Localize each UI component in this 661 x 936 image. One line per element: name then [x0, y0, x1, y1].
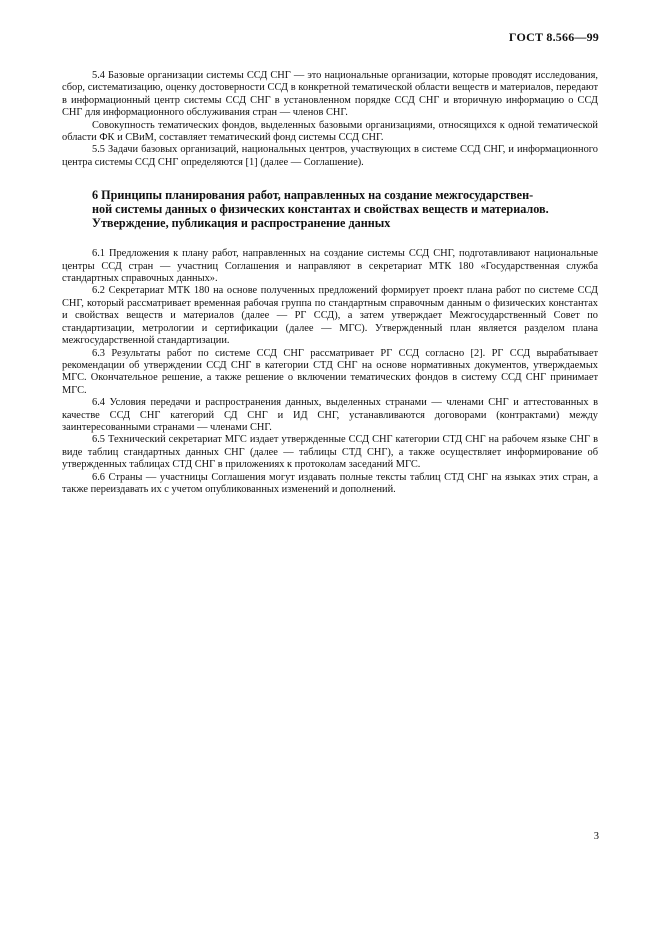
paragraph-6-3: 6.3 Результаты работ по системе ССД СНГ рассматривает РГ ССД согласно [2]. РГ ССД вырабатывает рекомендации об утверждении ССД СНГ в категории СТД СНГ на основе нормативных документов, утверждаемых МГС. Окончательное решение, а также решение о включении тематических фондов в систему ССД СНГ принимает МГС.: [62, 347, 598, 396]
paragraph-thematic-fund: Совокупность тематических фондов, выделенных базовыми организациями, относящихся к одной тематической области ФК и СВиМ, составляет тематический фонд системы ССД СНГ.: [62, 119, 598, 144]
section-6-heading: [62, 188, 598, 230]
paragraph-6-5: 6.5 Технический секретариат МГС издает утвержденные ССД СНГ категории СТД СНГ на рабочем языке СНГ в виде таблиц стандартных данных СНГ (далее — таблицы СТД СНГ), а также осуществляет информирование об утвержденных таблицах СТД СНГ в приложениях к протоколам заседаний МГС.: [62, 434, 598, 471]
paragraph-6-2: 6.2 Секретариат МТК 180 на основе полученных предложений формирует проект плана работ по системе ССД СНГ, который рассматривает временная рабочая группа по стандартным справочным данным о физических константах и свойствах веществ и материалов (далее — РГ ССД), а затем утверждает Межгосударственный Совет по стандартизации, метрологии и сертификации (далее — МГС). Утвержденный план является разделом плана межгосударственной стандартизации.: [62, 285, 598, 347]
section-6-heading-line-1: 6 Принципы планирования работ, направленных на создание межгосударствен-: [92, 188, 534, 203]
section-6-heading-line-3: Утверждение, публикация и распространение данных: [92, 216, 391, 231]
paragraph-6-6: 6.6 Страны — участницы Соглашения могут издавать полные тексты таблиц СТД СНГ на языках этих стран, а также переиздавать их с учетом опубликованных изменений и дополнений.: [62, 471, 598, 495]
paragraph-5-4: 5.4 Базовые организации системы ССД СНГ — это национальные организации, которые проводят исследования, сбор, систематизацию, оценку достоверности ССД в конкретной тематической области веществ и материалов, передают в информационный центр системы ССД СНГ в установленном порядке ССД СНГ и вторичную информацию о ССД СНГ для информационного обслуживания стран — членов СНГ.: [62, 70, 598, 119]
document-body: [62, 70, 598, 496]
page-number: 3: [593, 831, 599, 842]
paragraph-6-1: 6.1 Предложения к плану работ, направленных на создание системы ССД СНГ, подготавливают национальные центры ССД стран — участниц Соглашения и направляют в секретариат МТК 180 «Государственная служба стандартных справочных данных».: [62, 248, 598, 285]
paragraph-5-5: 5.5 Задачи базовых организаций, национальных центров, участвующих в системе ССД СНГ, и информационного центра системы ССД СНГ определяются [1] (далее — Соглашение).: [62, 144, 598, 168]
section-6-heading-line-2: ной системы данных о физических константах и свойствах веществ и материалов.: [92, 202, 549, 217]
paragraph-6-4: 6.4 Условия передачи и распространения данных, выделенных странами — членами СНГ и аттестованных в качестве ССД СНГ категорий СД СНГ и ИД СНГ, устанавливаются договорами (контрактами) между заинтересованными странами — членами СНГ.: [62, 397, 598, 433]
document-id-header: ГОСТ 8.566—99: [508, 30, 599, 44]
